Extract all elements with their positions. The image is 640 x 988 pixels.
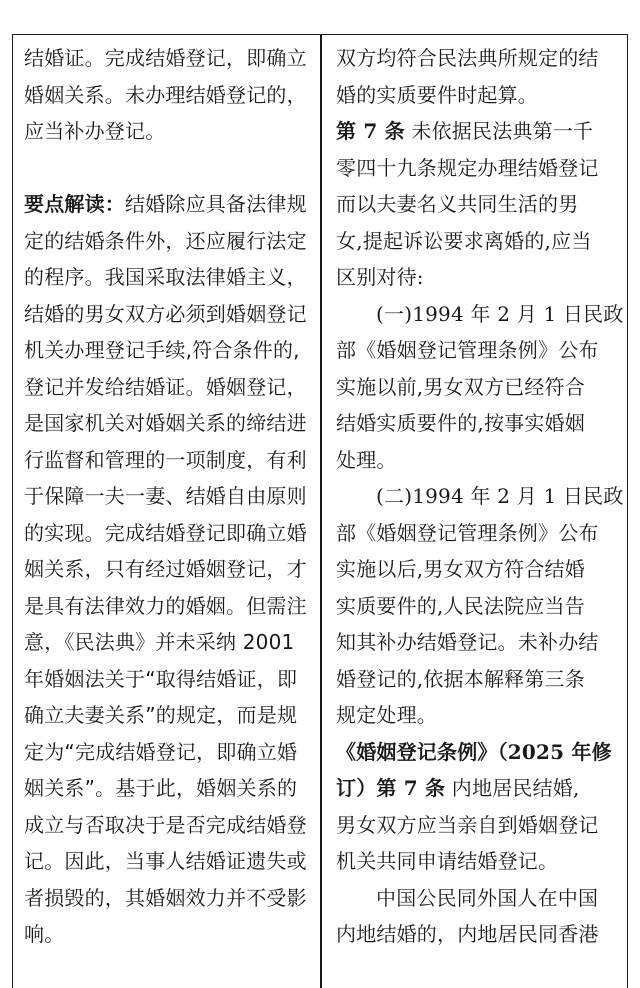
text-line: 未依据民法典第一千 [404,119,594,143]
key-points-heading [24,186,316,223]
text-line: 内地居民结婚, [445,776,580,800]
text-line: 登记并发给结婚证。婚姻登记， [24,374,307,399]
text-line: 实施以后,男女双方符合结婚 [336,557,585,581]
text-line: 定为“完成结婚登记，即确立婚 [24,739,298,764]
text-line: 机关办理登记手续,符合条件的, [24,338,300,362]
text-line: 中国公民同外国人在中国 [376,885,599,910]
text-line: 结婚的男女双方必须到婚姻登记 [24,301,307,326]
text-line: 部《婚姻登记管理条例》公布 [336,520,599,545]
text-line: 实施以前,男女双方已经符合 [336,374,585,399]
text-line: 部《婚姻登记管理条例》公布 [336,338,599,362]
text-line: 婚的实质要件时起算。 [336,82,538,107]
text-line: 的实现。完成结婚登记即确立婚 [24,520,307,545]
text-line: 确立夫妻关系”的规定，而是规 [24,703,298,727]
key-points-label: 要点解读： [24,192,125,216]
text-line: 机关共同申请结婚登记。 [336,849,559,873]
text-line: 记。因此，当事人结婚证遗失或 [24,849,307,873]
text-line: 男女双方应当亲自到婚姻登记 [336,812,599,837]
text-line: 行监督和管理的一项制度，有利 [24,447,307,472]
text-line: 内地结婚的，内地居民同香港 [336,922,599,946]
text-line: 是具有法律效力的婚姻。但需注 [24,593,307,618]
text-line: 婚姻关系。未办理结婚登记的， [24,82,307,107]
text-line: 姻关系”。基于此，婚姻关系的 [24,776,298,800]
text-line: 者损毁的，其婚姻效力并不受影 [24,885,307,910]
text-line: 结婚实质要件的,按事实婚姻 [336,411,585,435]
text-line: 规定处理。 [336,703,437,727]
text-line: 婚登记的,依据本解释第三条 [336,666,585,691]
text-line: 年婚姻法关于“取得结婚证，即 [24,666,298,691]
text-line: 实质要件的,人民法院应当告 [336,593,585,618]
text-line: 零四十九条规定办理结婚登记 [336,155,599,180]
column-divider [320,34,322,988]
text-line: (二)1994 年 2 月 1 日民政 [376,484,624,508]
text-line: 是国家机关对婚姻关系的缔结进 [24,411,307,435]
article-7-heading [336,113,622,150]
text-line: 姻关系，只有经过婚姻登记，才 [24,557,307,581]
text-line: 成立与否取决于是否完成结婚登 [24,812,307,837]
text-line: 处理。 [336,447,397,472]
text-line: 应当补办登记。 [24,119,166,143]
text-line: 响。 [24,922,65,946]
text-line: (一)1994 年 2 月 1 日民政 [376,301,624,326]
text-line: 区别对待: [336,265,424,289]
left-column [24,40,316,953]
text-line: 定的结婚条件外，还应履行法定 [24,228,307,253]
regulation-article-label: 订）第 7 条 [336,776,446,800]
article-label: 第 7 条 [336,119,405,143]
text-line: 意，《民法典》并未采纳 2001 [24,630,295,654]
text-line: 女,提起诉讼要求离婚的,应当 [336,228,592,253]
regulation-heading [336,770,622,807]
text-line: 知其补办结婚登记。未补办结 [336,630,599,654]
paragraph-gap [24,150,316,187]
text-line: 双方均符合民法典所规定的结 [336,46,599,70]
text-line: 而以夫妻名义共同生活的男 [336,192,579,216]
text-line: 于保障一夫一妻、结婚自由原则 [24,484,307,508]
text-line: 的程序。我国采取法律婚主义， [24,265,307,289]
text-line: 结婚证。完成结婚登记，即确立 [24,46,307,70]
regulation-title: 《婚姻登记条例》（2025 年修 [336,739,612,764]
text-line: 结婚除应具备法律规 [125,192,307,216]
right-column [336,40,622,953]
